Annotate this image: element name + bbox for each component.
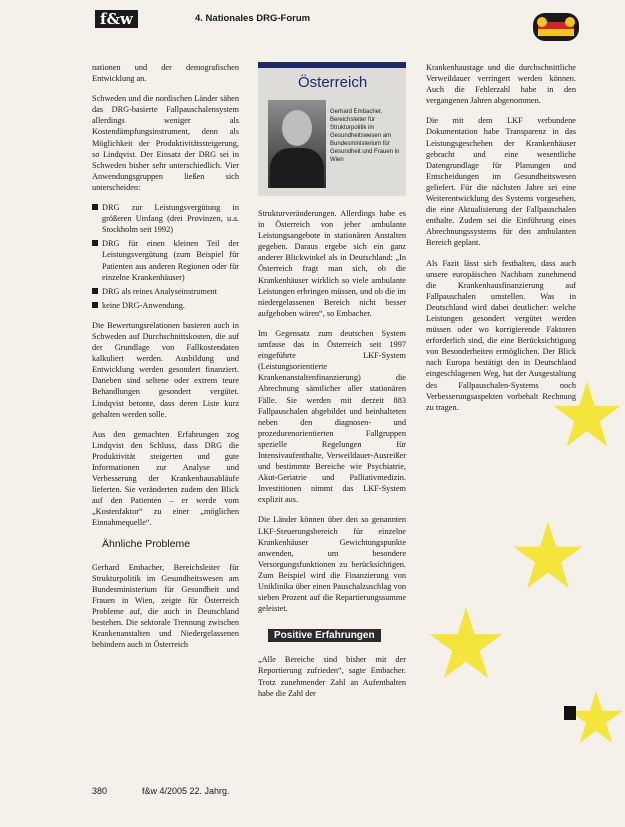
paragraph: Gerhard Embacher, Bereichsleiter für Strukturpolitik im Gesundheitswesen am Bundesministerium für Gesundheit und Frauen in Wien, zeigte für Österreich Probleme auf, die auch in Deutschland bestehen. Die sektorale Trennung zwischen Krankenanstalten und Niedergelassenen behindern auch in Österreich — [92, 562, 239, 650]
paragraph: Schweden und die nordischen Länder sähen das DRG-basierte Fallpauschalensystem allerdings weniger als Kostendämpfungsinstrument, denn als Möglichkeit der Produktivitätssteigerung, so Lindqvist. Der Einsatz der DRG sei in Schweden bisher sehr unterschiedlich. Vier Anwendungsgruppen ließen sich unterscheiden: — [92, 94, 239, 192]
paragraph: Aus den gemachten Erfahrungen zog Lindqvist den Schluss, dass DRG die Produktivität steigerten und gute Informationen zur Analyse und Verbesserung der Krankenhausabläufe lieferten. Sie veränderten zudem den Blick auf den Patienten – er werde vom „Kostenfaktor“ zu einer „möglichen Einnahmequelle“. — [92, 429, 239, 528]
column-left — [92, 62, 239, 659]
germany-flag-icon — [530, 10, 582, 44]
paragraph: Die Bewertungsrelationen basieren auch in Schweden auf Durchschnittskosten, die auf der Grundlage von Fallkostendaten kalkuliert werden. Ausbildung und Entwicklung werden gesondert finanziert. Daneben sind seltene oder extrem teure Behandlungen gesondert vergütet. Lindqvist betonte, dass deren Liste kurz gehalten werden solle. — [92, 320, 239, 419]
paragraph: Im Gegensatz zum deutschen System umfasse das in Österreich seit 1997 eingeführte LKF-System (Leistungsorientierte Krankenanstaltenfinanzierung) die Abrechnung sämtlicher aller stationären Fälle. Sie werden mit derzeit 883 Fallpauschalen abgebildet und beinhalteten neben den diagnosen- und prozedurenorientierten Fallgruppen spezielle Regelungen für Intensivaufenthalte, Verweildauer-Ausreißer und bestimmte Bereiche wie Psychiatrie, Akut-Geriatrie und Palliativmedizin. Investitionen nimmt das LKF-System explizit aus. — [258, 328, 406, 505]
list-item: DRG als reines Analyseinstrument — [92, 286, 239, 297]
profile-title: Österreich — [298, 74, 368, 91]
list-item: DRG für einen kleinen Teil der Leistungsvergütung (zum Beispiel für Patienten aus anderen Regionen oder für einzelne Krankenhäuser) — [92, 238, 239, 282]
list-item: DRG zur Leistungsvergütung in größeren Umfang (drei Provinzen, u.a. Stockholm seit 1992) — [92, 202, 239, 235]
paragraph: nationen und der demografischen Entwicklung an. — [92, 63, 239, 84]
paragraph: Die Länder können über den so genannten LKF-Steuerungsbereich für einzelne Krankenhäuser Gewichtungspunkte anwenden, um besondere Versorgungsfunktionen zu berücksichtigen. Zum Beispiel wird die Finanzierung von Uniklinika über einen Pauschalzuschlag von sieben Prozent auf die Repartierungssumme geleistet. — [258, 515, 406, 614]
profile-box — [258, 62, 406, 196]
issue-info: f&w 4/2005 22. Jahrg. — [142, 786, 230, 796]
article-end-mark — [564, 706, 576, 720]
profile-caption: Gerhard Embacher, Bereichsleiter für Strukturpolitik im Gesundheitswesen am Bundesministerium für Gesundheit und Frauen in Wien — [330, 109, 400, 163]
paragraph: „Alle Bereiche sind bisher mit der Reportierung zufrieden“, sagte Embacher. Trotz zunehmender Zahl an Aufenthalten habe die Zahl der — [258, 655, 406, 698]
page-number: 380 — [92, 786, 108, 796]
portrait-photo — [268, 100, 326, 188]
column-middle — [258, 208, 406, 708]
paragraph: Krankenhaustage und die durchschnittliche Verweildauer verringert werden können. Auch die Fehlerzahl habe in den vergangenen Jahren abgenommen. — [426, 63, 576, 106]
paragraph: Strukturveränderungen. Allerdings habe es in Österreich von jeher ambulante Leistungsangebote in stationären Anstalten gegeben. Daraus ergebe sich ein ganz anderer Blickwinkel als in Deutschland: „In Österreich fragt man sich, ob die Krankenhäuser wirklich so viele ambulante Leistungen erbringen müssen, und ob die im niedergelassenen Bereich nicht besser aufgehoben wären“, so Embacher. — [258, 209, 406, 318]
column-right — [426, 62, 576, 422]
subheading: Positive Erfahrungen — [268, 629, 381, 642]
subheading: Ähnliche Probleme — [102, 537, 191, 550]
paragraph: Die mit dem LKF verbundene Dokumentation habe Transparenz in das Leistungsgeschehen der Krankenhäuser gebracht und eine wesentliche Datengrundlage für Planungen und Entscheidungen im Gesundheitswesen geliefert. Für die nächsten Jahre sei eine Weiterentwicklung des Systems vorgesehen, die eine Aktualisierung der Fallpauschalen enthalte. Zudem sei die Einführung eines Abrechnungssystems für den ambulanten Bereich geplant. — [426, 116, 576, 248]
list-item: keine DRG-Anwendung. — [92, 300, 239, 311]
page-header — [60, 4, 600, 30]
paragraph: Als Fazit lässt sich festhalten, dass auch unsere europäischen Nachbarn zunehmend die Krankenhausfinanzierung auf Fallpauschalen umstellen. Was in Deutschland wird dabei deutlicher: welche Leistungen gesondert vergütet werden müssen oder wo korrigierende Faktoren erforderlich sind, die eine Berücksichtigung von Besonderheiten ermöglichen. Der Blick nach Europa bestätigt den in Deutschland eingeschlagenen Weg, hat der Ausgestaltung des Fallpauschalen-Systems noch Verbesserungsaspekten vorbehalt Rechnung zu tragen. — [426, 258, 576, 412]
journal-logo: f&w — [95, 10, 138, 28]
bullet-list — [92, 202, 239, 311]
section-title: 4. Nationales DRG-Forum — [195, 13, 311, 24]
